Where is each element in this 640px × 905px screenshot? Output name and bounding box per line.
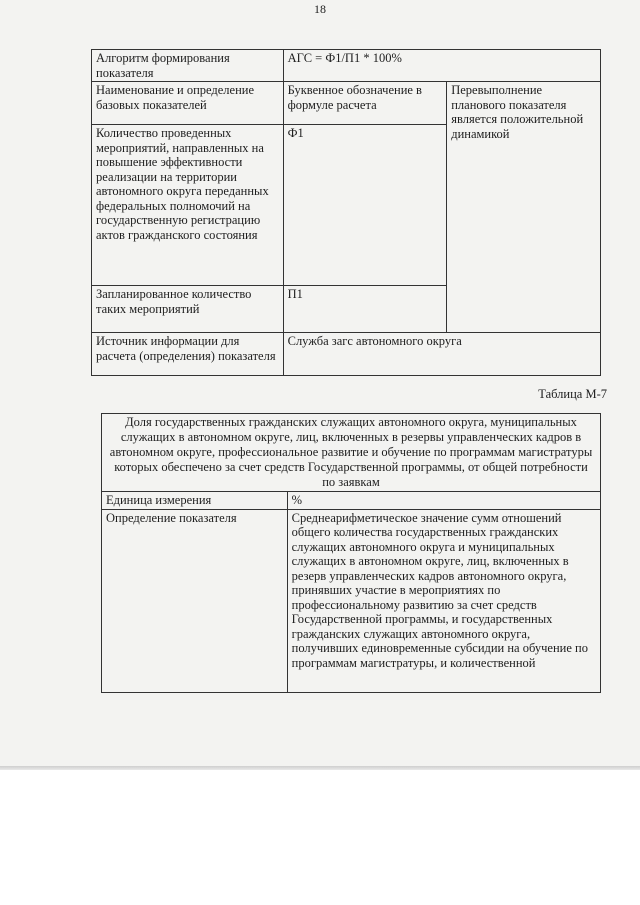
dynamics-note: Перевыполнение планового показателя является положительной динамикой bbox=[447, 82, 601, 333]
title-row bbox=[102, 414, 601, 492]
page-number: 18 bbox=[314, 2, 326, 16]
indicator-title: Доля государственных гражданских служащих автономного округа, муниципальных служащих в автономном округе, лиц, включенных в резервы управленческих кадров в автономном округе, профессиональное развитие и обучение по программам магистратуры которых обеспечено за счет средств Государственной программы, от общей потребности по заявкам bbox=[102, 414, 601, 492]
names-row bbox=[92, 82, 601, 125]
definition-label: Определение показателя bbox=[102, 509, 288, 692]
events-designation: Ф1 bbox=[283, 125, 447, 286]
unit-label: Единица измерения bbox=[102, 492, 288, 510]
source-value: Служба загс автономного округа bbox=[283, 333, 600, 376]
unit-row bbox=[102, 492, 601, 510]
unit-value: % bbox=[287, 492, 600, 510]
names-label: Наименование и определение базовых показателей bbox=[92, 82, 284, 125]
scan-edge bbox=[0, 766, 640, 770]
definition-row bbox=[102, 509, 601, 692]
source-row bbox=[92, 333, 601, 376]
planned-designation: П1 bbox=[283, 286, 447, 333]
formula-label: Алгоритм формирования показателя bbox=[92, 50, 284, 82]
formula-value: АГС = Ф1/П1 * 100% bbox=[283, 50, 600, 82]
events-label: Количество проведенных мероприятий, направленных на повышение эффективности реализации на территории автономного округа переданных федеральных полномочий на государственную регистрацию актов гражданского состояния bbox=[92, 125, 284, 286]
indicator-table bbox=[91, 49, 601, 376]
planned-label: Запланированное количество таких мероприятий bbox=[92, 286, 284, 333]
indicator-table-m7 bbox=[101, 413, 601, 693]
formula-row bbox=[92, 50, 601, 82]
definition-value: Среднеарифметическое значение сумм отношений общего количества государственных гражданских служащих автономного округа и муниципальных служащих в автономном округе, лиц, включенных в резерв управленческих кадров автономного округа, принявших участие в мероприятиях по профессиональному развитию за счет средств Государственной программы, и государственных гражданских служащих автономного округа, получивших единовременные субсидии на обучение по программам магистратуры, и количественной bbox=[287, 509, 600, 692]
designation-header: Буквенное обозначение в формуле расчета bbox=[283, 82, 447, 125]
table-caption: Таблица М-7 bbox=[538, 387, 607, 401]
source-label: Источник информации для расчета (определения) показателя bbox=[92, 333, 284, 376]
